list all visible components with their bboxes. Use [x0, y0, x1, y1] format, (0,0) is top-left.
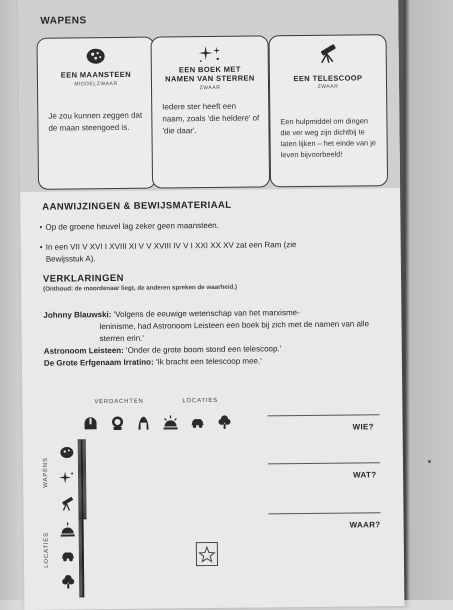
- grid-cell[interactable]: [84, 440, 85, 466]
- speaker-name: Astronoom Leisteen:: [44, 346, 124, 356]
- row-label-locations: LOCATIES: [44, 532, 50, 568]
- answer-label-what: WAT?: [353, 470, 376, 479]
- answer-line-where[interactable]: [268, 512, 380, 514]
- card-name: EEN TELESCOOP: [270, 73, 386, 83]
- section-title: WAPENS: [40, 15, 86, 26]
- figure-icon: [135, 415, 151, 431]
- star-icon: [197, 543, 217, 565]
- clue-item: • Op de groene heuvel lag zeker geen maansteen.: [45, 220, 219, 234]
- grid-cell-empty: [85, 545, 86, 571]
- statement-text: 'Ik bracht een telescoop mee.': [154, 356, 262, 366]
- col-label-locations: LOCATIES: [182, 398, 218, 404]
- answer-line-who[interactable]: [267, 414, 379, 416]
- card-description: Je zou kunnen zeggen dat de maan steengoed is.: [48, 110, 146, 135]
- stars-icon: [152, 42, 268, 65]
- clue-item: • In een VII V XVI I XVIII XI V V XVIII IV V I XXI XX XV zat een Ram (zie: [46, 239, 297, 254]
- deduction-grid: [78, 439, 88, 597]
- sunrise-icon: [60, 521, 76, 537]
- moonstone-icon: [59, 443, 75, 459]
- card-weight: ZWAAR: [270, 83, 386, 90]
- book-page: [18, 0, 404, 610]
- speaker-name: De Grote Erfgenaam Irratino:: [44, 358, 154, 368]
- card-description: Iedere ster heeft een naam, zoals 'die heldere' of 'die daar'.: [162, 100, 260, 137]
- telescope-icon: [59, 495, 75, 511]
- sunrise-icon: [162, 414, 178, 430]
- star-marker: [196, 542, 218, 566]
- answer-line-what[interactable]: [268, 462, 380, 464]
- statements-note: (Onthoud: de moordenaar liegt, de anderen spreken de waarheid.): [43, 284, 237, 293]
- weapon-card-star-book: [150, 35, 270, 188]
- statement-text: 'Volgens de eeuwige wetenschap van het marxisme-: [111, 308, 299, 319]
- tree-icon: [60, 573, 76, 589]
- clue-item-continuation: Bewijsstuk A).: [46, 250, 376, 265]
- speaker-name: Johnny Blauwski:: [43, 310, 111, 320]
- observatory-icon: [82, 415, 98, 431]
- car-icon: [189, 414, 205, 430]
- clues-title: AANWIJZINGEN & BEWIJSMATERIAAL: [42, 200, 231, 213]
- stars-icon: [59, 469, 75, 485]
- card-weight: MIDDELZWAAR: [38, 81, 154, 88]
- weapon-card-telescope: [268, 34, 388, 187]
- statement-continuation: sterren erin.': [100, 330, 430, 345]
- row-label-weapons: WAPENS: [43, 457, 49, 488]
- weapon-card-moonstone: [37, 37, 157, 190]
- grid-cell-empty: [85, 518, 86, 545]
- card-name: EEN BOEK MET: [152, 64, 268, 74]
- card-weight: ZWAAR: [152, 84, 268, 91]
- speck: [428, 460, 431, 463]
- moonstone-icon: [38, 44, 154, 67]
- card-name: EEN MAANSTEEN: [38, 70, 154, 80]
- card-description: Een hulpmiddel om dingen die ver weg zijn dichtbij te laten lijken – het einde van je leven bijvoorbeeld!: [280, 115, 378, 160]
- statements-title: VERKLARINGEN: [43, 273, 124, 285]
- grid-cell[interactable]: [85, 492, 86, 519]
- car-icon: [60, 547, 76, 563]
- grid-cell-empty: [86, 571, 87, 597]
- card-name-line2: NAMEN VAN STERREN: [152, 73, 268, 83]
- grid-cell[interactable]: [84, 466, 85, 492]
- telescope-icon: [270, 41, 386, 64]
- answer-label-where: WAAR?: [350, 520, 381, 529]
- answer-label-who: WIE?: [353, 422, 374, 431]
- tree-icon: [216, 414, 232, 430]
- statement-text: 'Onder de grote boom stond een telescoop.': [124, 344, 281, 355]
- astronaut-icon: [109, 415, 125, 431]
- statement-irratino: [44, 354, 374, 369]
- statement-continuation: leninisme, had Astronoom Leisteen een boek bij zich met de namen van alle: [99, 318, 389, 333]
- col-label-suspects: VERDACHTEN: [94, 399, 143, 406]
